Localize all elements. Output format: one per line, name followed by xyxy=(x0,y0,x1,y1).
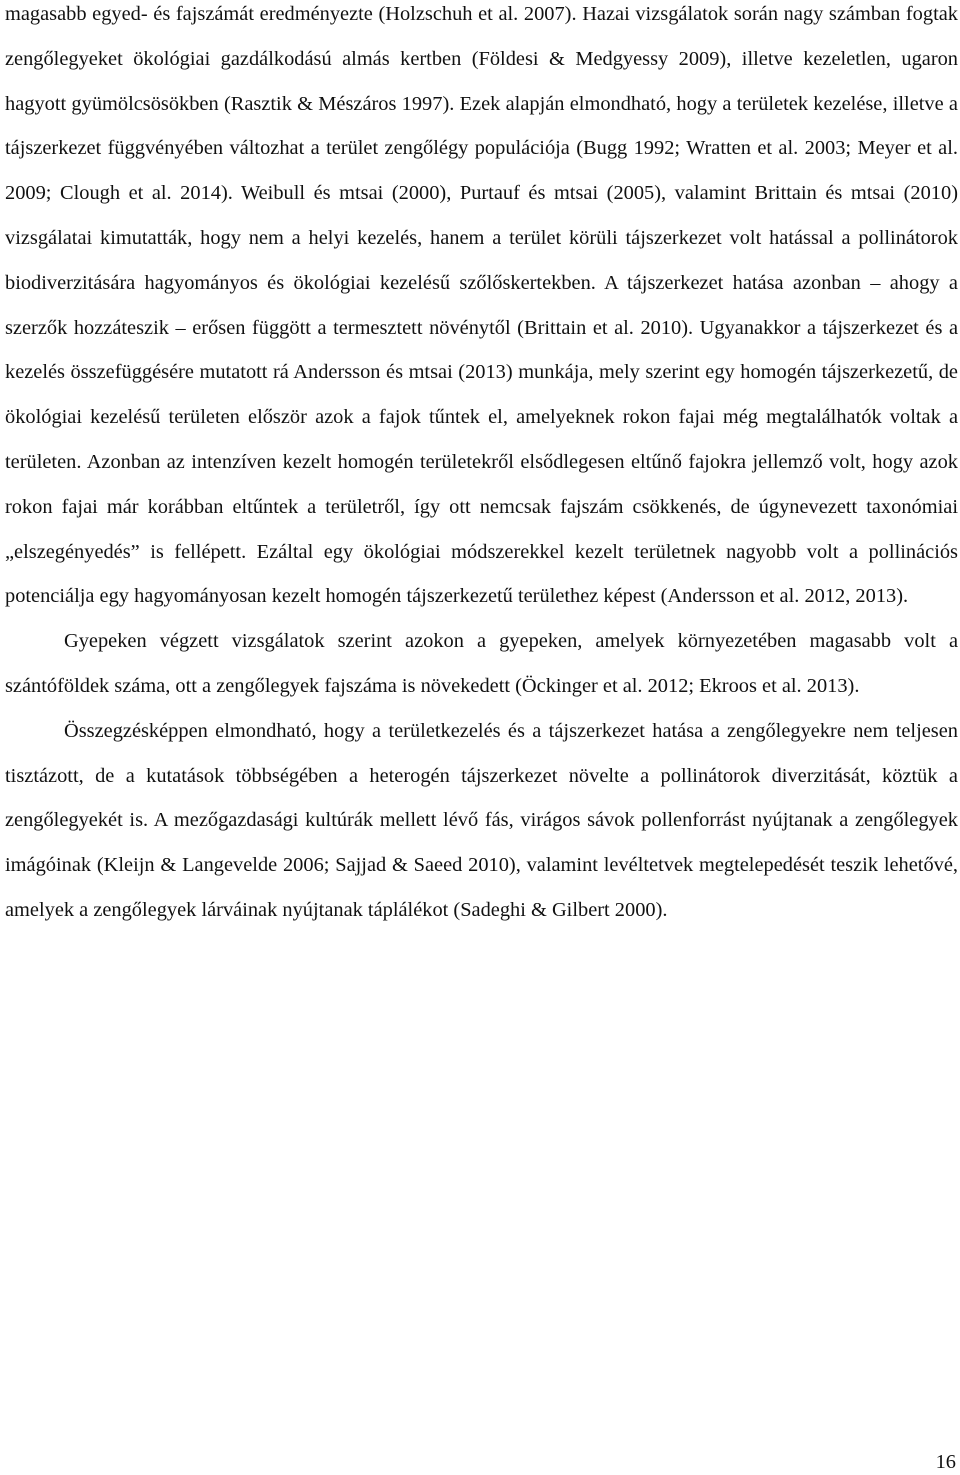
body-paragraph: magasabb egyed- és fajszámát eredményezte (Holzschuh et al. 2007). Hazai vizsgálatok során nagy számban fogtak zengőlegyeket ökológiai gazdálkodású almás kertben (Földesi & Medgyessy 2009), illetve kezeletlen, ugaron hagyott gyümölcsösökben (Rasztik & Mészáros 1997). Ezek alapján elmondható, hogy a területek kezelése, illetve a tájszerkezet függvényében változhat a terület zengőlégy populációja (Bugg 1992; Wratten et al. 2003; Meyer et al. 2009; Clough et al. 2014). Weibull és mtsai (2000), Purtauf és mtsai (2005), valamint Brittain és mtsai (2010) vizsgálatai kimutatták, hogy nem a helyi kezelés, hanem a terület körüli tájszerkezet volt hatással a pollinátorok biodiverzitására hagyományos és ökológiai kezelésű szőlőskertekben. A tájszerkezet hatása azonban – ahogy a szerzők hozzáteszik – erősen függött a termesztett növénytől (Brittain et al. 2010). Ugyanakkor a tájszerkezet és a kezelés összefüggésére mutatott rá Andersson és mtsai (2013) munkája, mely szerint egy homogén tájszerkezetű, de ökológiai kezelésű területen először azok a fajok tűntek el, amelyeknek rokon fajai még megtalálhatók voltak a területen. Azonban az intenzíven kezelt homogén területekről elsődlegesen eltűnő fajokra jellemző volt, hogy azok rokon fajai már korábban eltűntek a területről, így ott nemcsak fajszám csökkenés, de úgynevezett taxonómiai „elszegényedés” is fellépett. Ezáltal egy ökológiai módszerekkel kezelt területnek nagyobb volt a pollinációs potenciálja egy hagyományosan kezelt homogén tájszerkezetű területhez képest (Andersson et al. 2012, 2013). xyxy=(5,3,958,608)
page-number: 16 xyxy=(935,1451,956,1473)
document-page xyxy=(5,0,958,933)
body-paragraph: Összegzésképpen elmondható, hogy a területkezelés és a tájszerkezet hatása a zengőlegyekre nem teljesen tisztázott, de a kutatások többségében a heterogén tájszerkezet növelte a pollinátorok diverzitását, köztük a zengőlegyekét is. A mezőgazdasági kultúrák mellett lévő fás, virágos sávok pollenforrást nyújtanak a zengőlegyek imágóinak (Kleijn & Langevelde 2006; Sajjad & Saeed 2010), valamint levéltetvek megtelepedését teszik lehetővé, amelyek a zengőlegyek lárváinak nyújtanak táplálékot (Sadeghi & Gilbert 2000). xyxy=(5,719,958,921)
body-paragraph: Gyepeken végzett vizsgálatok szerint azokon a gyepeken, amelyek környezetében magasabb volt a szántóföldek száma, ott a zengőlegyek fajszáma is növekedett (Öckinger et al. 2012; Ekroos et al. 2013). xyxy=(5,630,958,697)
